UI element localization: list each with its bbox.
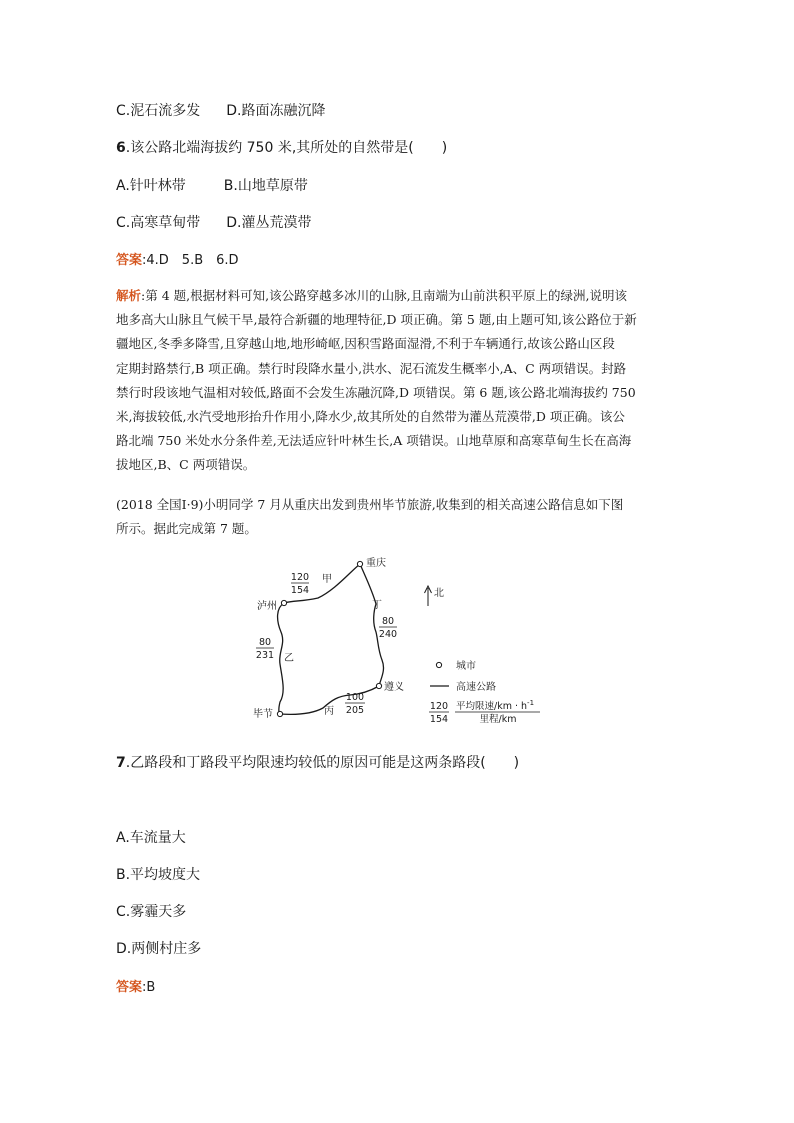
city-marker-chongqing <box>357 561 362 566</box>
explanation-line-5: 禁行时段该地气温相对较低,路面不会发生冻融沉降,D 项错误。第 6 题,该公路北端海拔约 750 <box>116 384 636 400</box>
q5-option-c: C.泥石流多发 <box>116 103 201 119</box>
segment-bing-distance: 205 <box>345 705 365 716</box>
answer-7 <box>116 976 155 995</box>
q7-option-c: C.雾霾天多 <box>116 904 187 920</box>
legend-city-label: 城市 <box>456 661 476 672</box>
explanation-line-4: 定期封路禁行,B 项正确。禁行时段降水量小,洪水、泥石流发生概率小,A、C 两项错误。封路 <box>116 360 627 376</box>
q6-option-d: D.灌丛荒漠带 <box>226 215 312 231</box>
segment-ding-name: 丁 <box>372 600 382 611</box>
city-label-chongqing: 重庆 <box>366 558 386 569</box>
city-label-zunyi: 遵义 <box>384 682 404 693</box>
segment-jia-name: 甲 <box>322 574 332 585</box>
q6-stem <box>116 137 447 157</box>
answer-text: :4.D 5.B 6.D <box>142 253 239 268</box>
highway-map <box>240 550 560 740</box>
q7-stem-text: .乙路段和丁路段平均限速均较低的原因可能是这两条路段( ) <box>125 755 520 771</box>
city-marker-bijie <box>277 711 282 716</box>
north-arrow-icon <box>425 586 432 606</box>
q6-options-cd <box>116 212 311 232</box>
city-label-luzhou: 泸州 <box>257 601 277 612</box>
explanation-line-2: 地多高大山脉且气候干旱,最符合新疆的地理特征,D 项正确。第 5 题,由上题可知,该公路位于新 <box>116 312 637 328</box>
answer-4-6 <box>116 249 239 268</box>
legend-city-icon <box>436 662 441 667</box>
city-marker-luzhou <box>281 600 286 605</box>
answer-7-text: :B <box>142 980 156 995</box>
explanation <box>116 284 686 478</box>
q6-option-b: B.山地草原带 <box>223 178 308 194</box>
q6-number: 6 <box>116 140 126 156</box>
q7-number: 7 <box>116 755 126 771</box>
q7-option-b: B.平均坡度大 <box>116 867 201 883</box>
q6-option-c: C.高寒草甸带 <box>116 215 201 231</box>
q7-intro-line-2: 所示。据此完成第 7 题。 <box>116 521 257 536</box>
north-label: 北 <box>434 588 444 599</box>
q7-intro <box>116 493 686 541</box>
explanation-line-1: 解析:第 4 题,根据材料可知,该公路穿越多冰川的山脉,且南端为山前洪积平原上的绿洲,说明该 <box>116 288 628 303</box>
q5-option-d: D.路面冻融沉降 <box>226 103 326 119</box>
q7-intro-line-1: (2018 全国Ⅰ·9)小明同学 7 月从重庆出发到贵州毕节旅游,收集到的相关高速公路信息如下图 <box>116 497 624 512</box>
explanation-line-7: 路北端 750 米处水分条件差,无法适应针叶林生长,A 项错误。山地草原和高寒草甸生长在高海 <box>116 433 632 449</box>
explanation-line-6: 米,海拔较低,水汽受地形抬升作用小,降水少,故其所处的自然带为灌丛荒漠带,D 项正确。该公 <box>116 409 625 425</box>
explanation-line-3: 疆地区,冬季多降雪,且穿越山地,地形崎岖,因积雪路面湿滑,不利于车辆通行,故该公路山区段 <box>116 336 615 352</box>
segment-ding-distance: 240 <box>378 629 398 640</box>
q6-options-ab <box>116 175 308 195</box>
q7-option-d: D.两侧村庄多 <box>116 941 202 957</box>
q6-stem-text: .该公路北端海拔约 750 米,其所处的自然带是( ) <box>125 140 448 156</box>
legend-speed-label <box>456 699 534 712</box>
segment-jia-speed: 120 <box>290 572 310 583</box>
legend-speed-label-text: 平均限速/km · h <box>456 701 528 712</box>
answer-label: 答案 <box>116 253 143 268</box>
legend-highway-label: 高速公路 <box>456 682 496 693</box>
q5-options-row <box>116 100 325 120</box>
q7-option-a: A.车流量大 <box>116 830 186 846</box>
legend-distance-sample: 154 <box>429 714 449 725</box>
answer-7-label: 答案 <box>116 980 143 995</box>
segment-yi-name: 乙 <box>284 653 294 664</box>
explanation-label: 解析 <box>116 288 142 303</box>
segment-yi-distance: 231 <box>255 650 275 661</box>
legend-distance-label: 里程/km <box>479 714 517 725</box>
q6-option-a: A.针叶林带 <box>116 178 186 194</box>
q7-stem <box>116 752 519 772</box>
legend-speed-sample: 120 <box>429 701 449 712</box>
segment-bing-name: 丙 <box>324 706 334 717</box>
segment-ding-speed: 80 <box>381 616 395 627</box>
segment-yi-speed: 80 <box>258 637 272 648</box>
city-label-bijie: 毕节 <box>253 709 273 720</box>
explanation-line-8: 拔地区,B、C 两项错误。 <box>116 457 256 473</box>
map-legend <box>429 659 540 725</box>
legend-speed-exponent: -1 <box>527 699 535 707</box>
segment-jia-distance: 154 <box>290 585 310 596</box>
city-marker-zunyi <box>376 683 381 688</box>
segment-bing-speed: 100 <box>345 692 365 703</box>
